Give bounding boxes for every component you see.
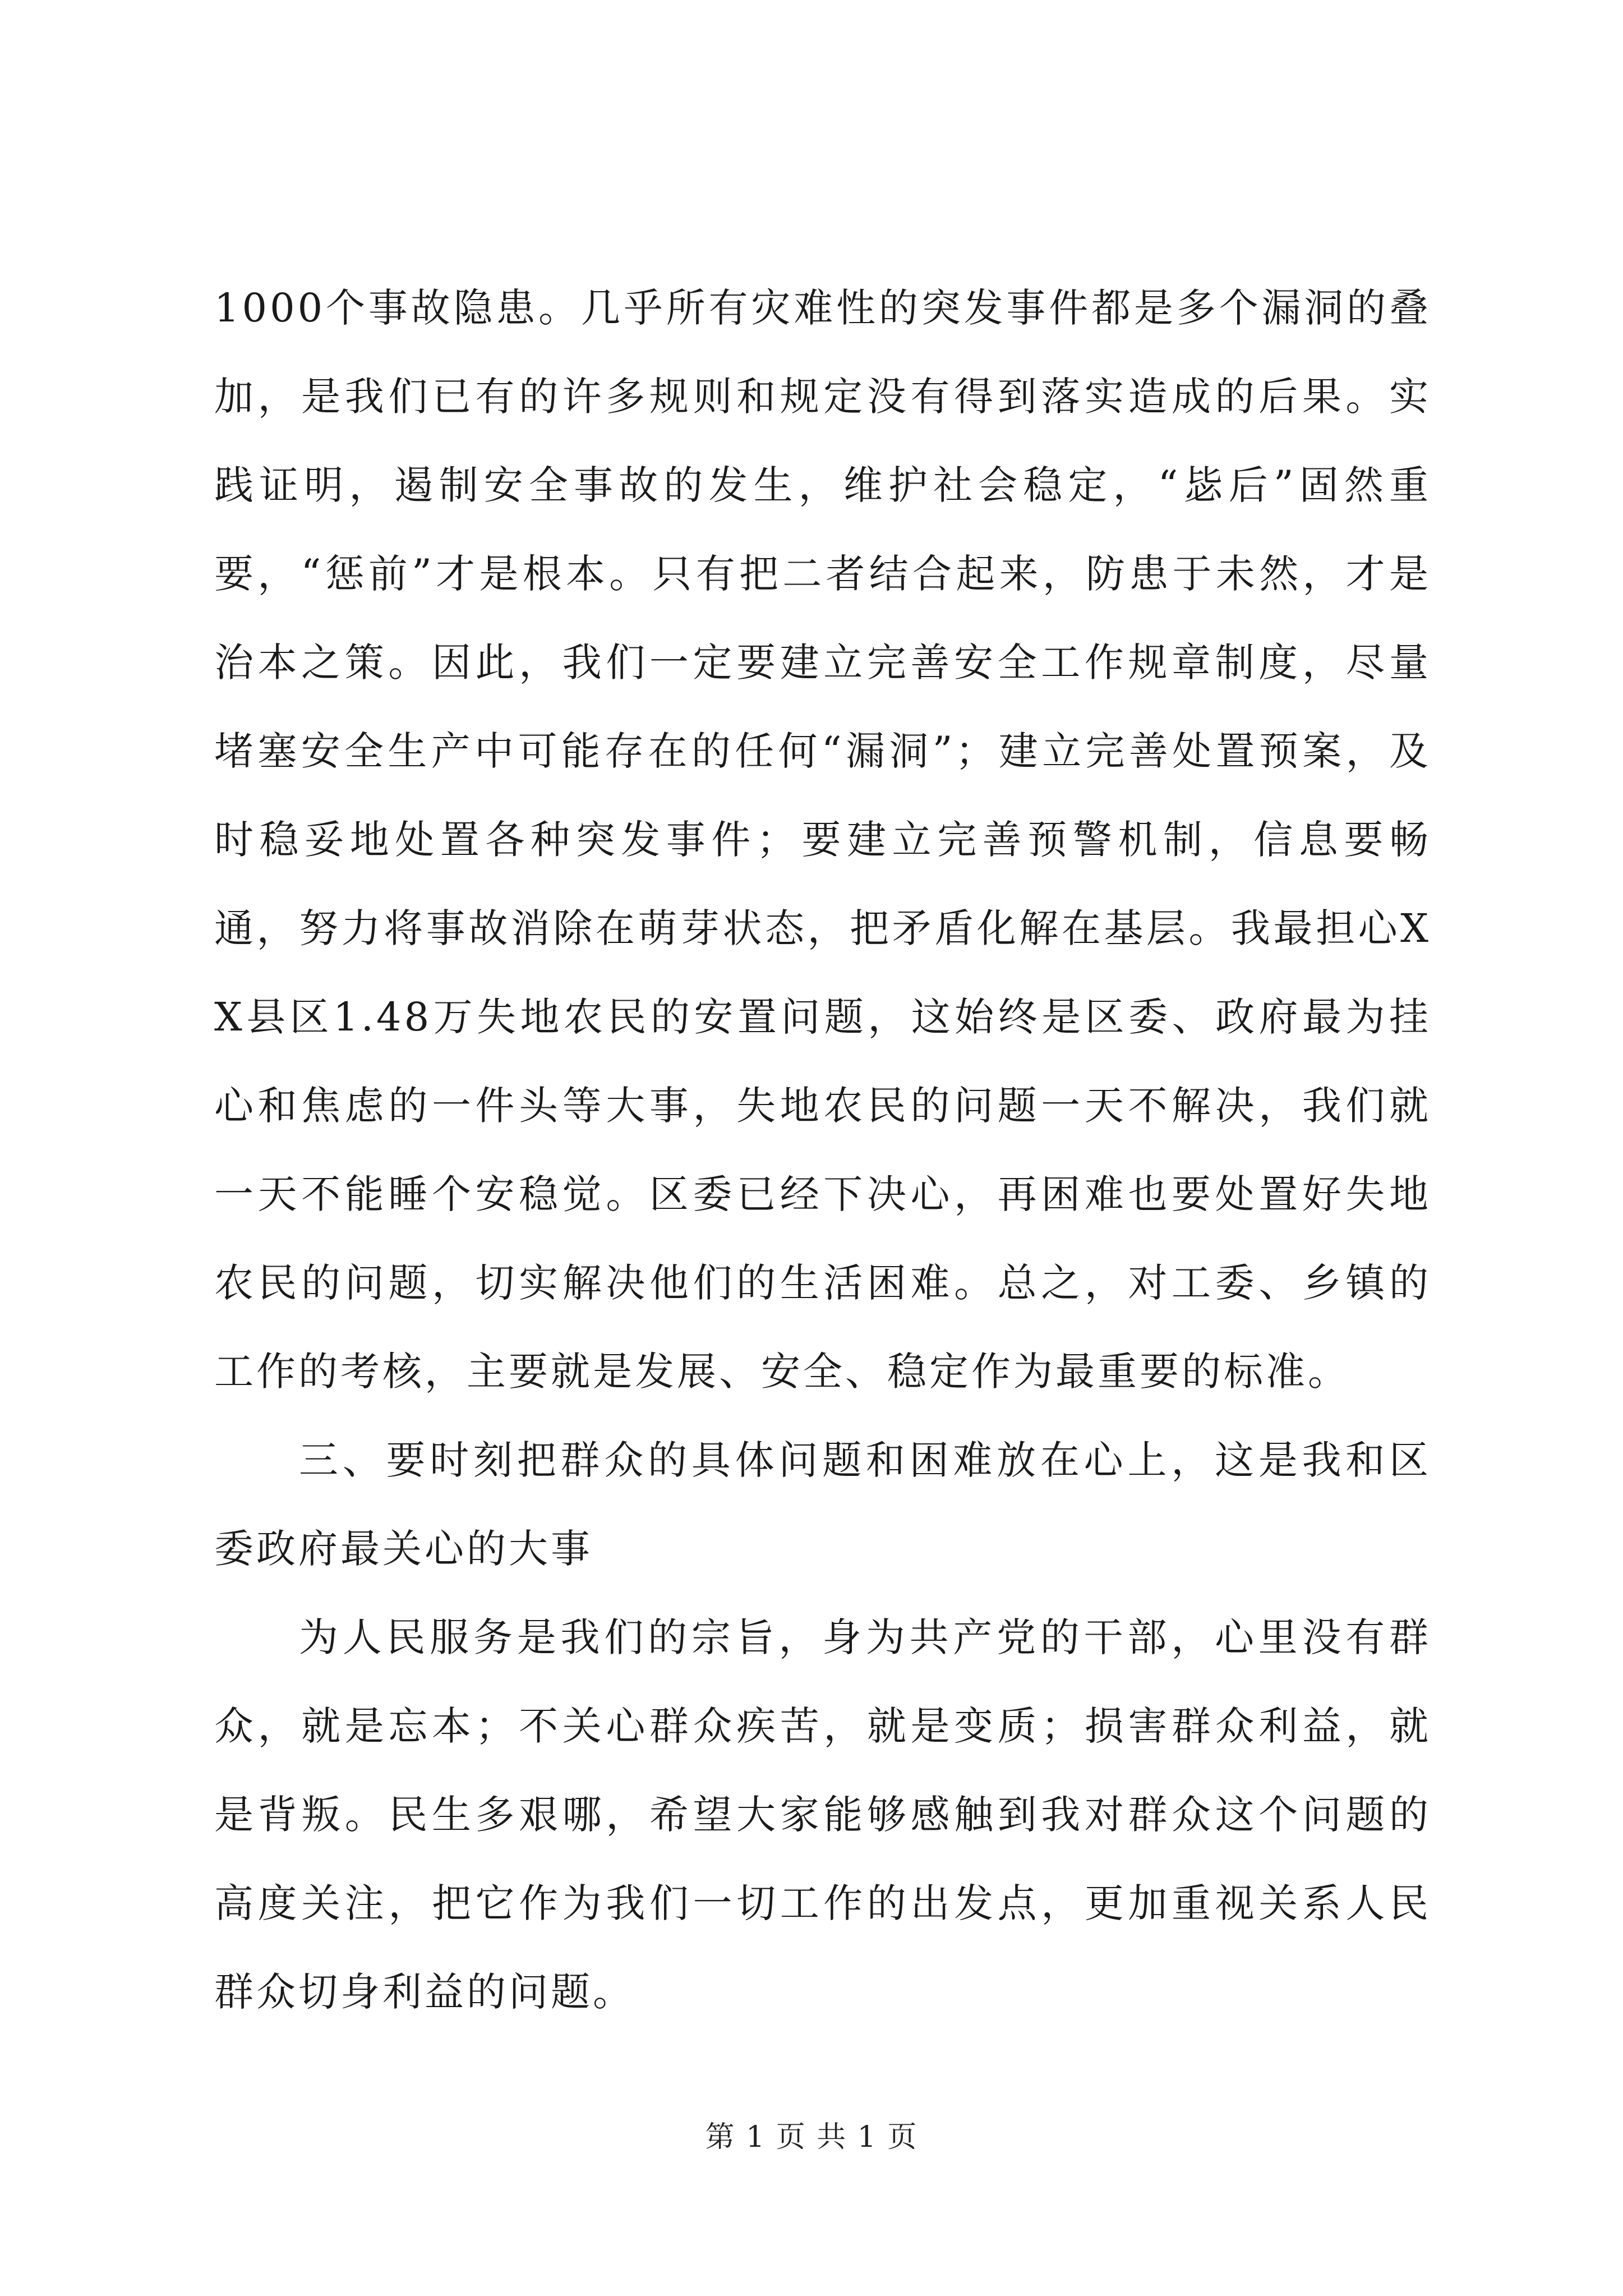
page-footer: 第 1 页 共 1 页 xyxy=(705,2120,918,2154)
document-body xyxy=(214,264,1431,2036)
section-heading-three: 三、要时刻把群众的具体问题和困难放在心上，这是我和区委政府最关心的大事 xyxy=(214,1437,1431,1572)
paragraph-continued: 1000个事故隐患。几乎所有灾难性的突发事件都是多个漏洞的叠加，是我们已有的许多规则和规定没有得到落实造成的后果。实践证明，遏制安全事故的发生，维护社会稳定，“毖后”固然重要，“惩前”才是根本。只有把二者结合起来，防患于未然，才是治本之策。因此，我们一定要建立完善安全工作规章制度，尽量堵塞安全生产中可能存在的任何“漏洞”；建立完善处置预案，及时稳妥地处置各种突发事件；要建立完善预警机制，信息要畅通，努力将事故消除在萌芽状态，把矛盾化解在基层。我最担心XX县区1.48万失地农民的安置问题，这始终是区委、政府最为挂心和焦虑的一件头等大事，失地农民的问题一天不解决，我们就一天不能睡个安稳觉。区委已经下决心，再困难也要处置好失地农民的问题，切实解决他们的生活困难。总之，对工委、乡镇的工作的考核，主要就是发展、安全、稳定作为最重要的标准。 xyxy=(214,285,1431,1395)
paragraph-serve-people: 为人民服务是我们的宗旨，身为共产党的干部，心里没有群众，就是忘本；不关心群众疾苦，就是变质；损害群众利益，就是背叛。民生多艰哪，希望大家能够感触到我对群众这个问题的高度关注，把它作为我们一切工作的出发点，更加重视关系人民群众切身利益的问题。 xyxy=(214,1614,1431,2015)
